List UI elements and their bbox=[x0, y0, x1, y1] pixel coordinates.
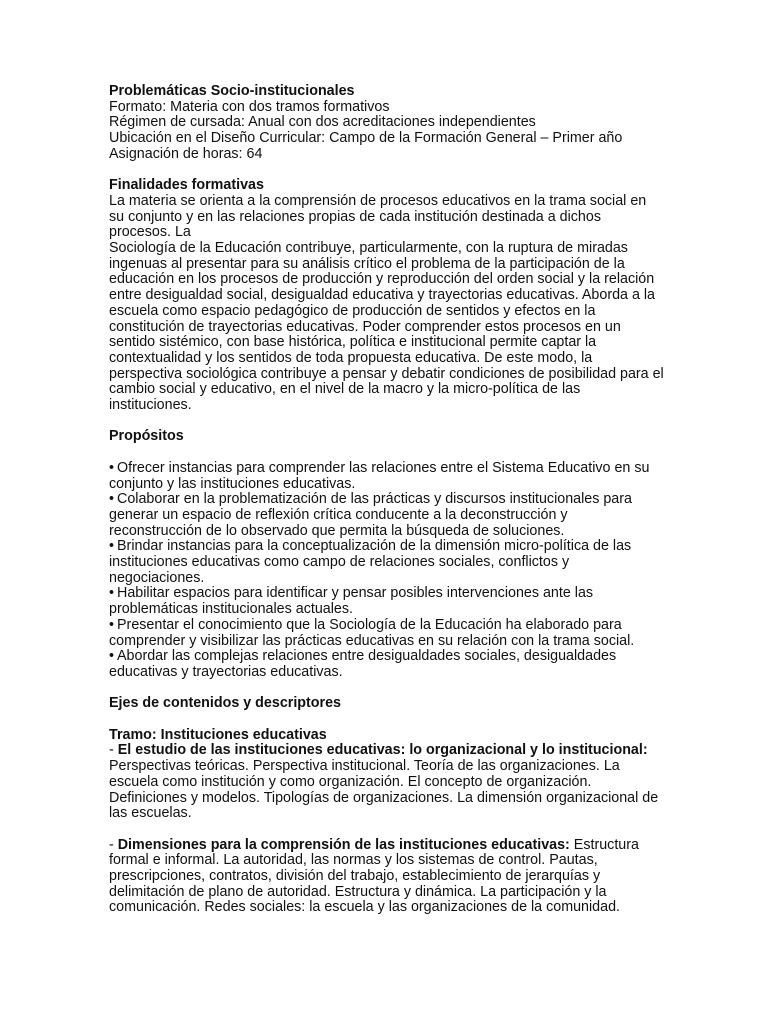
tramo-heading: Tramo: Instituciones educativas bbox=[109, 726, 327, 743]
dash-marker: - bbox=[109, 836, 118, 853]
spacer bbox=[109, 445, 664, 461]
regime-line: Régimen de cursada: Anual con dos acreditaciones independientes bbox=[109, 114, 536, 131]
bullet-icon: • bbox=[109, 585, 115, 602]
spacer bbox=[109, 414, 664, 430]
proposito-text: Habilitar espacios para identificar y pensar posibles intervenciones ante las problemáticas institucionales actuales. bbox=[109, 585, 594, 618]
bullet-icon: • bbox=[109, 616, 115, 633]
proposito-item bbox=[109, 586, 664, 617]
proposito-item bbox=[109, 649, 664, 680]
hours-line: Asignación de horas: 64 bbox=[109, 145, 263, 162]
proposito-text: Brindar instancias para la conceptualización de la dimensión micro-política de las instituciones educativas como campo de relaciones sociales, conflictos y negociaciones. bbox=[109, 538, 632, 586]
spacer bbox=[109, 712, 664, 728]
finalidades-paragraph-2: Sociología de la Educación contribuye, particularmente, con la ruptura de miradas ingenuas al presentar para su análisis crítico el problema de la participación de la educación en los procesos de producción y reproducción del orden social y la relación entre desigualdad social, desigualdad educativa y trayectorias educativas. Aborda a la escuela como espacio pedagógico de producción de sentidos y efectos en la constitución de trayectorias educativas. Poder comprender estos procesos en un sentido sistémico, con base histórica, política e institucional permite captar la contextualidad y los sentidos de toda propuesta educativa. De este modo, la perspectiva sociológica contribuye a pensar y debatir condiciones de posibilidad para el cambio social y educativo, en el nivel de la macro y la micro-política de las instituciones. bbox=[109, 240, 664, 414]
dash-marker: - bbox=[109, 742, 118, 759]
content-block-dimensiones bbox=[109, 838, 664, 917]
bullet-icon: • bbox=[109, 491, 115, 508]
propositos-heading: Propósitos bbox=[109, 428, 184, 445]
proposito-text: Ofrecer instancias para comprender las relaciones entre el Sistema Educativo en su conjunto y las instituciones educativas. bbox=[109, 459, 650, 492]
proposito-item bbox=[109, 461, 664, 492]
subject-title: Problemáticas Socio-institucionales bbox=[109, 83, 355, 99]
proposito-item bbox=[109, 618, 664, 649]
finalidades-paragraph-1: La materia se orienta a la comprensión de procesos educativos en la trama social en su conjunto y en las relaciones propias de cada institución destinada a dichos procesos. La bbox=[109, 192, 647, 241]
spacer bbox=[109, 163, 664, 179]
content-block-title: El estudio de las instituciones educativas: lo organizacional y lo institucional: bbox=[117, 742, 648, 759]
content-block-text: Estructura formal e informal. La autoridad, las normas y los sistemas de control. Pautas, prescripciones, contratos, división del trabajo, establecimiento de jerarquías y delimitación de plano de autoridad. Estructura y dinámica. La participación y la comunicación. Redes sociales: la escuela y las organizaciones de la comunidad. bbox=[109, 836, 639, 916]
finalidades-heading: Finalidades formativas bbox=[109, 177, 264, 194]
document-page bbox=[109, 84, 664, 916]
proposito-text: Abordar las complejas relaciones entre desigualdades sociales, desigualdades educativas y trayectorias educativas. bbox=[109, 648, 617, 680]
content-block-title: Dimensiones para la comprensión de las instituciones educativas: bbox=[117, 836, 570, 853]
ejes-heading: Ejes de contenidos y descriptores bbox=[109, 695, 342, 712]
bullet-icon: • bbox=[109, 648, 115, 665]
bullet-icon: • bbox=[109, 459, 115, 476]
spacer bbox=[109, 681, 664, 697]
curriculum-location-line: Ubicación en el Diseño Curricular: Campo de la Formación General – Primer año bbox=[109, 130, 623, 147]
bullet-icon: • bbox=[109, 538, 115, 555]
content-block-text: Perspectivas teóricas. Perspectiva institucional. Teoría de las organizaciones. La escuela como institución y como organización. El concepto de organización. Definiciones y modelos. Tipologías de organizaciones. La dimensión organizacional de las escuelas. bbox=[109, 758, 659, 822]
format-line: Formato: Materia con dos tramos formativos bbox=[109, 98, 390, 115]
proposito-text: Presentar el conocimiento que la Sociología de la Educación ha elaborado para comprender y visibilizar las prácticas educativas en su relación con la trama social. bbox=[109, 616, 635, 649]
proposito-item bbox=[109, 492, 664, 539]
proposito-item bbox=[109, 539, 664, 586]
spacer bbox=[109, 822, 664, 838]
content-block-organizacional bbox=[109, 743, 664, 822]
proposito-text: Colaborar en la problematización de las prácticas y discursos institucionales para generar un espacio de reflexión crítica conducente a la deconstrucción y reconstrucción de lo observado que permita la búsqueda de soluciones. bbox=[109, 491, 632, 539]
